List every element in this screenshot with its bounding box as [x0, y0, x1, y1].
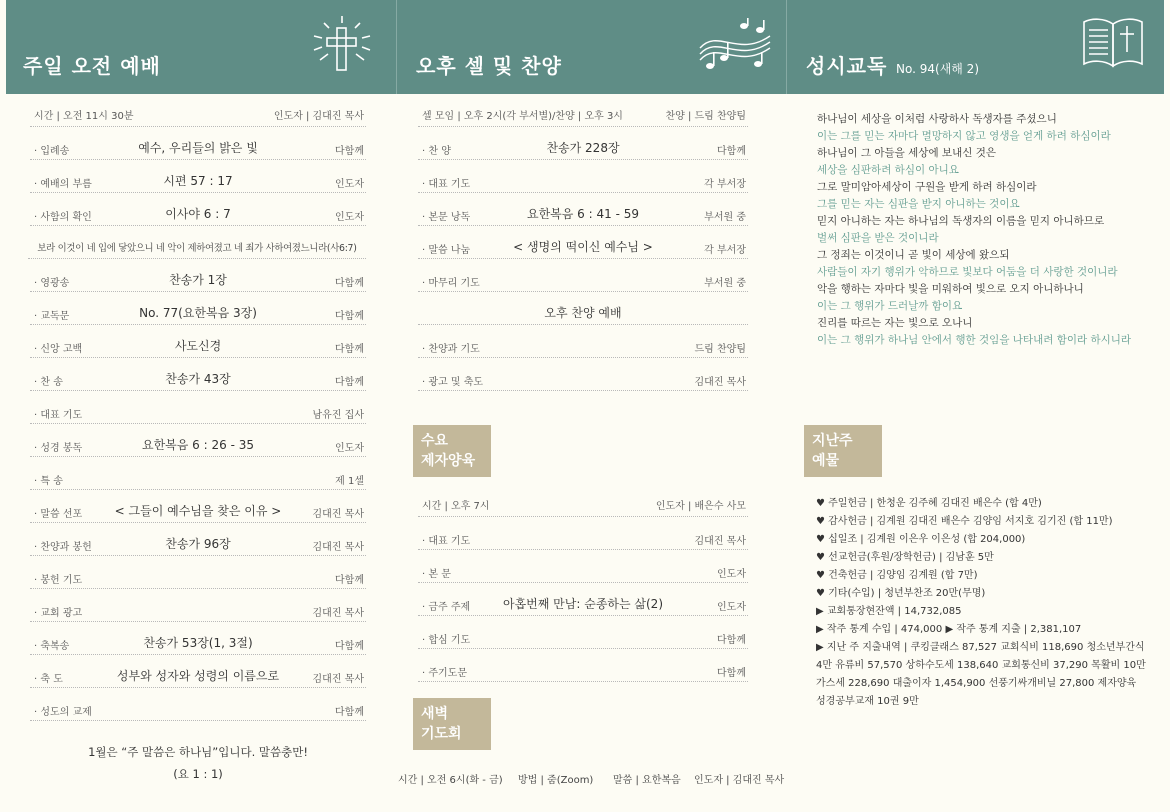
order-leader: 다함께 [335, 146, 364, 157]
morning-head-row [30, 94, 366, 127]
reading-line: 진리를 따르는 자는 빛으로 오나니 [817, 317, 973, 329]
offering-line: 가스세 228,690 대출이자 1,454,900 선풍기싸개비닐 27,800 제자양육 [816, 678, 1137, 689]
reading-line: 이는 그 행위가 드러날까 함이요 [817, 300, 963, 312]
order-row [30, 193, 366, 226]
order-leader: 인도자 [335, 212, 364, 223]
order-content: < 그들이 예수님을 찾은 이유 > [114, 504, 282, 518]
order-row [30, 490, 366, 523]
order-content: 요한복음 6 : 26 - 35 [142, 438, 254, 452]
dawn-tag-line1: 새벽 [421, 706, 449, 722]
order-content: 아홉번째 만남: 순종하는 삶(2) [503, 597, 663, 611]
order-leader: 각 부서장 [704, 179, 746, 190]
order-label: · 영광송 [34, 278, 70, 289]
order-label: · 특 송 [34, 476, 63, 487]
order-content: 찬송가 228장 [546, 141, 620, 155]
reading-line: 그로 말미암아세상이 구원을 받게 하려 하심이라 [817, 181, 1037, 193]
order-label: · 찬 양 [422, 146, 451, 157]
order-content: 요한복음 6 : 41 - 59 [527, 207, 639, 221]
dawn-method: 방법 | 줌(Zoom) [518, 775, 594, 786]
afternoon-time: 셀 모임 | 오후 2시(각 부서별)/찬양 | 오후 3시 [422, 111, 623, 122]
order-row [418, 193, 748, 226]
offering-line: ♥ 건축헌금 | 김양임 김계원 (합 7만) [816, 570, 978, 581]
order-row [418, 259, 748, 292]
order-row [30, 391, 366, 424]
order-content: 성부와 성자와 성령의 이름으로 [116, 669, 280, 683]
order-label: · 대표 기도 [34, 410, 83, 421]
afternoon-praise-heading-row [418, 292, 748, 325]
order-row [30, 457, 366, 490]
monthly-theme-reference: (요 1 : 1) [173, 767, 223, 781]
offering-line: ▶ 교회통장현잔액 | 14,732,085 [816, 606, 962, 617]
order-label: · 대표 기도 [422, 536, 471, 547]
order-leader: 인도자 [717, 602, 746, 613]
wednesday-tag-line2: 제자양육 [421, 453, 476, 469]
order-leader: 다함께 [717, 146, 746, 157]
order-leader: 인도자 [335, 179, 364, 190]
offering-tag-line2: 예물 [812, 453, 840, 469]
order-leader: 다함께 [335, 377, 364, 388]
dawn-prayer-tag [413, 698, 491, 750]
order-content: 사도신경 [174, 339, 222, 353]
reading-number: No. 94(새해 2) [896, 62, 980, 76]
wednesday-tag-line1: 수요 [421, 433, 449, 449]
order-label: · 본 문 [422, 569, 451, 580]
order-content: 찬송가 53장(1, 3절) [143, 636, 253, 650]
order-content: 찬송가 96장 [165, 537, 231, 551]
order-leader: 다함께 [717, 635, 746, 646]
header-divider [786, 0, 787, 94]
offering-line: ♥ 십일조 | 김계원 이은우 이은성 (합 204,000) [816, 534, 1026, 545]
offering-line: ▶ 작주 통계 수입 | 474,000 ▶ 작주 통계 지출 | 2,381,107 [816, 624, 1082, 635]
order-content: 예수, 우리들의 밝은 빛 [138, 141, 258, 155]
reading-line: 이는 그 행위가 하나님 안에서 행한 것임을 나타내려 함이라 하시니라 [817, 334, 1132, 346]
order-row [418, 550, 748, 583]
wednesday-tag [413, 425, 491, 477]
order-row [418, 127, 748, 160]
morning-time: 시간 | 오전 11시 30분 [34, 111, 134, 122]
order-row [30, 556, 366, 589]
order-leader: 김대진 목사 [312, 608, 364, 619]
order-row [30, 688, 366, 721]
order-label: · 금주 주제 [422, 602, 471, 613]
header-bar [6, 0, 1164, 94]
offering-line: ♥ 주일헌금 | 한청운 김주혜 김대진 배은수 (합 4만) [816, 498, 1042, 509]
order-leader: 제 1셀 [335, 476, 364, 487]
music-notes-icon [698, 18, 772, 74]
order-row [418, 325, 748, 358]
order-label: · 찬 송 [34, 377, 63, 388]
reading-line: 그 정죄는 이것이니 곧 빛이 세상에 왔으되 [817, 249, 1010, 261]
order-label: · 축 도 [34, 674, 63, 685]
order-label: · 교회 광고 [34, 608, 83, 619]
order-leader: 인도자 [335, 443, 364, 454]
dawn-word: 말씀 | 요한복음 [613, 775, 681, 786]
reading-line: 벌써 심판을 받은 것이니라 [817, 232, 939, 244]
monthly-theme: 1월은 “주 말씀은 하나님”입니다. 말씀충만! [88, 745, 308, 759]
order-label: · 합심 기도 [422, 635, 471, 646]
order-content: 찬송가 1장 [169, 273, 227, 287]
order-row [418, 226, 748, 259]
order-label: · 성도의 교제 [34, 707, 92, 718]
afternoon-leader: 찬양 | 드림 찬양팀 [665, 111, 746, 122]
offering-tag [804, 425, 882, 477]
offering-line: ♥ 선교헌금(후원/장학헌금) | 김남훈 5만 [816, 552, 994, 563]
order-leader: 다함께 [335, 707, 364, 718]
order-label: · 광고 및 축도 [422, 377, 484, 388]
order-row [30, 424, 366, 457]
reading-line: 믿지 아니하는 자는 하나님의 독생자의 이름을 믿지 아니하므로 [817, 215, 1105, 227]
offering-line: 4만 유류비 57,570 상하수도세 138,640 교회통신비 37,290 목활비 10만 [816, 660, 1146, 671]
order-leader: 남유진 집사 [312, 410, 364, 421]
order-content: No. 77(요한복음 3장) [139, 306, 257, 320]
reading-line: 그를 믿는 자는 심판을 받지 아니하는 것이요 [817, 198, 1020, 210]
morning-leader: 인도자 | 김대진 목사 [273, 111, 364, 122]
offering-line: ♥ 기타(수입) | 청년부찬조 20만(무명) [816, 588, 986, 599]
order-row [30, 523, 366, 556]
order-row [418, 583, 748, 616]
order-label: · 대표 기도 [422, 179, 471, 190]
morning-service-title: 주일 오전 예배 [23, 54, 161, 78]
order-leader: 다함께 [335, 344, 364, 355]
order-leader: 김대진 목사 [312, 509, 364, 520]
order-label: · 봉헌 기도 [34, 575, 83, 586]
order-label: · 본문 낭독 [422, 212, 471, 223]
afternoon-praise-heading: 오후 찬양 예배 [544, 306, 622, 320]
order-row [30, 589, 366, 622]
order-leader: 김대진 목사 [312, 542, 364, 553]
order-label: · 말씀 나눔 [422, 245, 471, 256]
order-label: · 교독문 [34, 311, 70, 322]
dawn-time: 시간 | 오전 6시(화 - 금) [398, 775, 503, 786]
wednesday-leader: 인도자 | 배은수 사모 [655, 501, 746, 512]
absolution-verse-row [28, 226, 366, 259]
reading-line: 악을 행하는 자마다 빛을 미워하여 빛으로 오지 아니하나니 [817, 283, 1084, 295]
reading-line: 하나님이 그 아들을 세상에 보내신 것은 [817, 147, 996, 159]
order-content: < 생명의 떡이신 예수님 > [513, 240, 653, 254]
dawn-leader: 인도자 | 김대진 목사 [694, 775, 785, 786]
wednesday-time: 시간 | 오후 7시 [422, 501, 490, 512]
order-row [30, 358, 366, 391]
order-row [30, 127, 366, 160]
order-leader: 부서원 중 [704, 278, 746, 289]
order-leader: 김대진 목사 [694, 377, 746, 388]
order-label: · 말씀 선포 [34, 509, 83, 520]
morning-service-column [30, 94, 366, 781]
order-leader: 다함께 [335, 641, 364, 652]
order-leader: 각 부서장 [704, 245, 746, 256]
reading-line: 하나님이 세상을 이처럼 사랑하사 독생자를 주셨으니 [817, 113, 1057, 125]
order-label: · 마무리 기도 [422, 278, 480, 289]
order-label: · 주기도문 [422, 668, 467, 679]
reading-line: 사람들이 자기 행위가 악하므로 빛보다 어둠을 더 사랑한 것이니라 [817, 266, 1118, 278]
order-leader: 김대진 목사 [312, 674, 364, 685]
afternoon-head-row [418, 94, 748, 127]
order-row [418, 616, 748, 649]
order-row [418, 517, 748, 550]
order-row [418, 160, 748, 193]
order-leader: 다함께 [335, 575, 364, 586]
order-row [30, 325, 366, 358]
offering-line: 성경공부교재 10권 9만 [816, 696, 919, 707]
order-leader: 부서원 중 [704, 212, 746, 223]
order-leader: 김대진 목사 [694, 536, 746, 547]
order-row [30, 160, 366, 193]
order-label: · 찬양과 봉헌 [34, 542, 92, 553]
order-leader: 드림 찬양팀 [694, 344, 746, 355]
offering-line: ▶ 지난 주 지출내역 | 쿠킹클래스 87,527 교회식비 118,690 청소년부간식 [816, 642, 1145, 653]
reading-line: 세상을 심판하려 하심이 아니요 [817, 164, 959, 176]
order-content: 시편 57 : 17 [163, 174, 233, 188]
afternoon-column [418, 94, 748, 394]
order-leader: 다함께 [335, 311, 364, 322]
order-row [30, 655, 366, 688]
order-leader: 인도자 [717, 569, 746, 580]
reading-title: 성시교독 [806, 54, 888, 78]
order-leader: 다함께 [717, 668, 746, 679]
order-label: · 사함의 확인 [34, 212, 92, 223]
order-row [418, 358, 748, 391]
order-row [418, 649, 748, 682]
offering-line: ♥ 감사헌금 | 김계원 김대진 배은수 김양임 서지호 김기진 (합 11만) [816, 516, 1113, 527]
order-label: · 신앙 고백 [34, 344, 83, 355]
offering-tag-line1: 지난주 [812, 433, 853, 449]
order-label: · 입례송 [34, 146, 70, 157]
order-label: · 찬양과 기도 [422, 344, 480, 355]
wednesday-column [418, 484, 748, 684]
afternoon-title: 오후 셀 및 찬양 [416, 54, 562, 78]
order-row [30, 259, 366, 292]
header-divider [396, 0, 397, 94]
order-label: · 성경 봉독 [34, 443, 83, 454]
cross-icon [310, 14, 374, 78]
bible-icon [1080, 16, 1146, 70]
order-label: · 예배의 부름 [34, 179, 92, 190]
order-content: 이사야 6 : 7 [165, 207, 231, 221]
wednesday-head-row [418, 484, 748, 517]
absolution-verse: 보라 이것이 네 입에 닿았으니 네 악이 제하여졌고 네 죄가 사하여졌느니라(사6:7) [37, 243, 357, 254]
order-row [30, 622, 366, 655]
order-label: · 축복송 [34, 641, 70, 652]
order-content: 찬송가 43장 [165, 372, 231, 386]
reading-line: 이는 그를 믿는 자마다 멸망하지 않고 영생을 얻게 하려 하심이라 [817, 130, 1111, 142]
dawn-tag-line2: 기도회 [421, 726, 462, 742]
order-row [30, 292, 366, 325]
order-leader: 다함께 [335, 278, 364, 289]
